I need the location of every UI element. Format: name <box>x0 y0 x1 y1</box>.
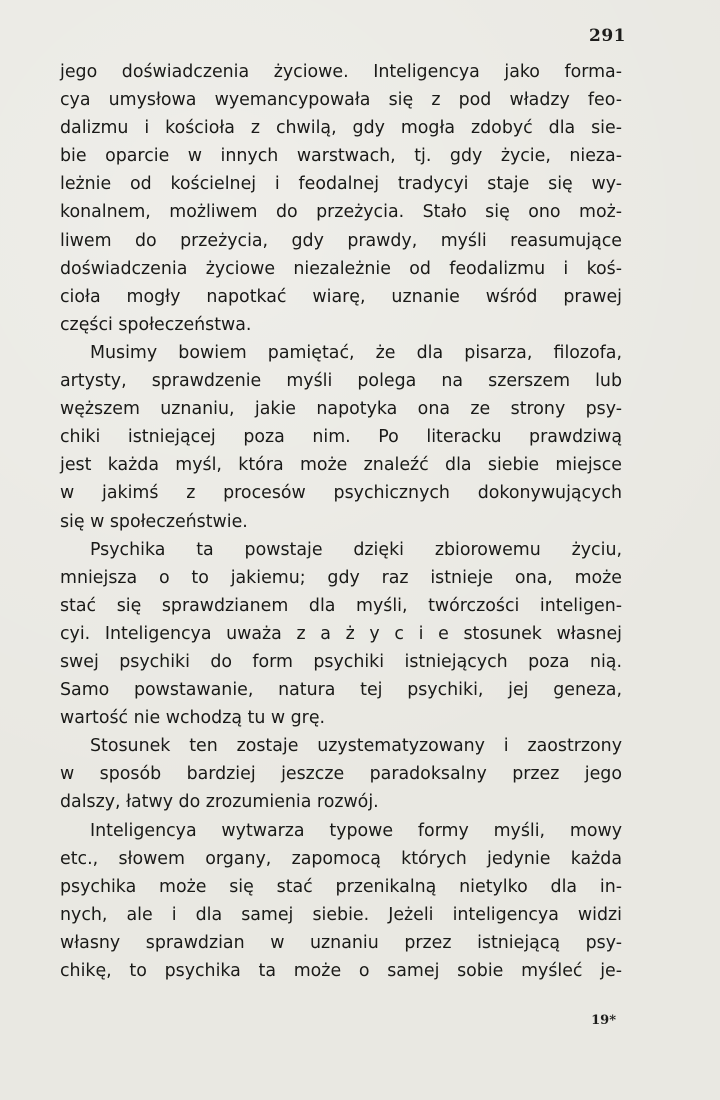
text-line: cya umysłowa wyemancypowała się z pod władzy feo- <box>60 90 622 111</box>
text-line: jest każda myśl, która może znaleźć dla siebie miejsce <box>60 455 622 476</box>
paragraph-start-line: Inteligencya wytwarza typowe formy myśli, mowy <box>90 820 622 841</box>
body-text <box>60 58 622 985</box>
text-line: węższem uznaniu, jakie napotyka ona ze strony psy- <box>60 399 622 420</box>
text-line: chikę, to psychika ta może o samej sobie myśleć je- <box>60 961 622 981</box>
text-line: cyi. Inteligencya uważa z a ż y c i e stosunek własnej <box>60 623 622 644</box>
text-line: swej psychiki do form psychiki istniejących poza nią. <box>60 651 622 672</box>
text-line: dalizmu i kościoła z chwilą, gdy mogła zdobyć dla sie- <box>60 118 622 139</box>
signature-mark: 19* <box>591 1013 616 1028</box>
paragraph-end-line: dalszy, łatwy do zrozumienia rozwój. <box>60 792 379 813</box>
paragraph-end-line: się w społeczeństwie. <box>60 511 248 532</box>
text-line: liwem do przeżycia, gdy prawdy, myśli reasumujące <box>60 230 622 251</box>
text-line: etc., słowem organy, zapomocą których jedynie każda <box>60 848 622 869</box>
text-line: cioła mogły napotkać wiarę, uznanie wśród prawej <box>60 286 622 307</box>
text-line: mniejsza o to jakiemu; gdy raz istnieje ona, może <box>60 567 622 588</box>
text-line: artysty, sprawdzenie myśli polega na szerszem lub <box>60 371 622 392</box>
text-line: w sposób bardziej jeszcze paradoksalny przez jego <box>60 764 622 785</box>
text-line: Samo powstawanie, natura tej psychiki, jej geneza, <box>60 680 622 701</box>
text-line: bie oparcie w innych warstwach, tj. gdy życie, nieza- <box>60 146 622 167</box>
text-line: stać się sprawdzianem dla myśli, twórczości inteligen- <box>60 595 622 616</box>
text-line: w jakimś z procesów psychicznych dokonywujących <box>60 483 622 504</box>
paragraph-end-line: wartość nie wchodzą tu w grę. <box>60 708 326 729</box>
paragraph-end-line: części społeczeństwa. <box>60 314 252 335</box>
paragraph-start-line: Stosunek ten zostaje uzystematyzowany i zaostrzony <box>90 736 622 757</box>
text-line: chiki istniejącej poza nim. Po literacku prawdziwą <box>60 427 622 448</box>
text-line: jego doświadczenia życiowe. Inteligencya jako forma- <box>60 62 622 82</box>
paragraph-start-line: Musimy bowiem pamiętać, że dla pisarza, filozofa, <box>90 342 622 363</box>
text-line: nych, ale i dla samej siebie. Jeżeli inteligencya widzi <box>60 904 622 925</box>
text-line: własny sprawdzian w uznaniu przez istniejącą psy- <box>60 932 622 953</box>
text-line: doświadczenia życiowe niezależnie od feodalizmu i koś- <box>60 258 622 279</box>
text-line: psychika może się stać przenikalną nietylko dla in- <box>60 876 622 897</box>
text-line: leżnie od kościelnej i feodalnej tradycyi staje się wy- <box>60 174 622 195</box>
text-line: konalnem, możliwem do przeżycia. Stało się ono moż- <box>60 202 622 223</box>
page-number: 291 <box>589 26 626 46</box>
paragraph-start-line: Psychika ta powstaje dzięki zbiorowemu życiu, <box>90 539 622 560</box>
